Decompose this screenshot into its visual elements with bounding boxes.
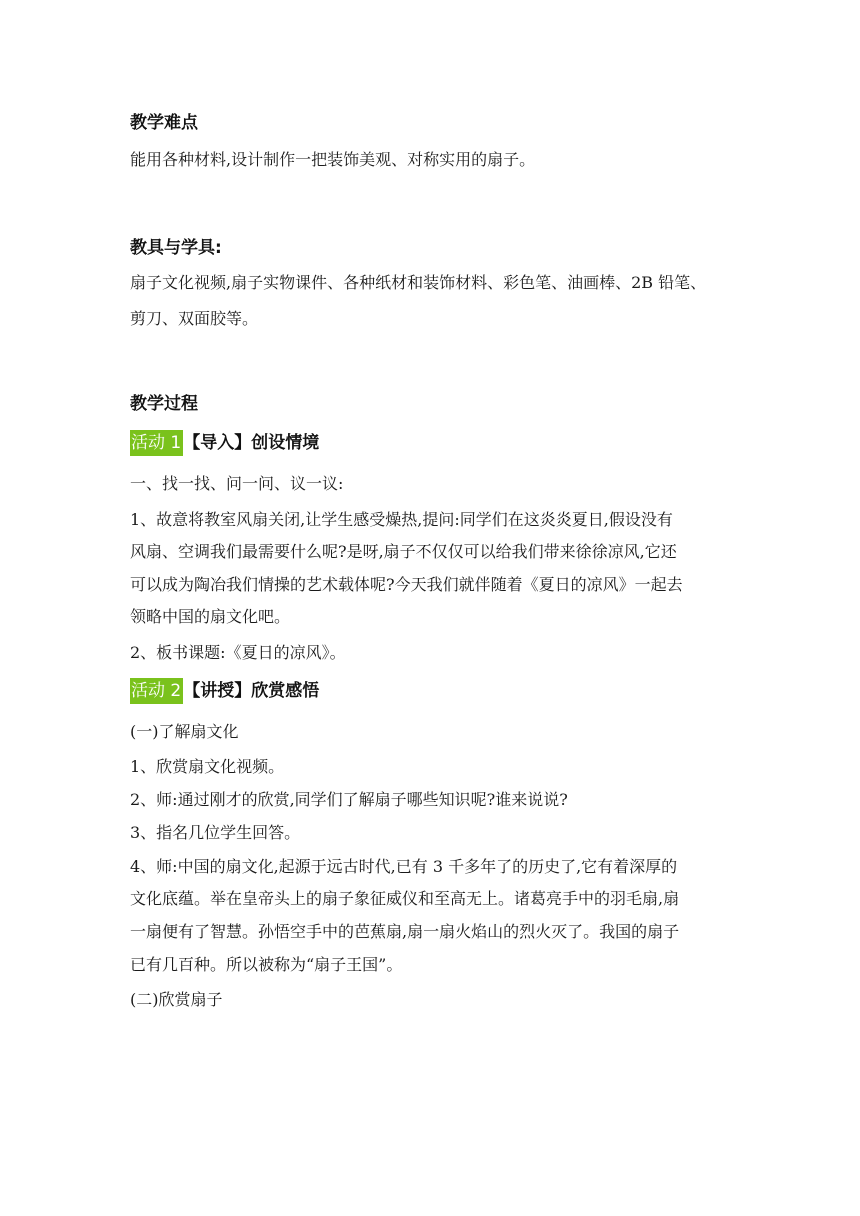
heading-tools: 教具与学具:: [130, 238, 222, 258]
activity-2-line: 一扇便有了智慧。孙悟空手中的芭蕉扇,扇一扇火焰山的烈火灭了。我国的扇子: [130, 922, 680, 941]
activity-2-line: 4、师:中国的扇文化,起源于远古时代,已有 3 千多年了的历史了,它有着深厚的: [130, 857, 678, 876]
activity-1-line: 风扇、空调我们最需要什么呢?是呀,扇子不仅仅可以给我们带来徐徐凉风,它还: [130, 542, 677, 561]
activity-2-line: 3、指名几位学生回答。: [130, 823, 301, 842]
activity-1-line: 领略中国的扇文化吧。: [130, 607, 291, 626]
activity-1-label: 【导入】创设情境: [183, 433, 320, 453]
activity-2-line: 2、师:通过刚才的欣赏,同学们了解扇子哪些知识呢?谁来说说?: [130, 790, 568, 809]
activity-1-line: 可以成为陶冶我们情操的艺术载体呢?今天我们就伴随着《夏日的凉风》一起去: [130, 575, 683, 594]
activity-2-line: 已有几百种。所以被称为“扇子王国”。: [130, 955, 403, 974]
activity-2-line: 1、欣赏扇文化视频。: [130, 757, 285, 776]
activity-2-line: 文化底蕴。举在皇帝头上的扇子象征威仪和至高无上。诸葛亮手中的羽毛扇,扇: [130, 889, 680, 908]
activity-2-label: 【讲授】欣赏感悟: [183, 681, 320, 701]
activity-1-line: 1、故意将教室风扇关闭,让学生感受燥热,提问:同学们在这炎炎夏日,假设没有: [130, 510, 673, 529]
activity-2-line: (二)欣赏扇子: [130, 990, 223, 1009]
activity-1-badge: 活动 1: [130, 430, 183, 456]
heading-teaching-difficulty: 教学难点: [130, 113, 198, 133]
tools-text-line-2: 剪刀、双面胶等。: [130, 309, 259, 328]
activity-1-line: 一、找一找、问一问、议一议:: [130, 474, 344, 493]
heading-teaching-process: 教学过程: [130, 394, 198, 414]
activity-2-line: (一)了解扇文化: [130, 722, 239, 741]
activity-1-title: [130, 430, 730, 456]
activity-2-title: [130, 678, 730, 704]
tools-text-line-1: 扇子文化视频,扇子实物课件、各种纸材和装饰材料、彩色笔、油画棒、2B 铅笔、: [130, 273, 707, 292]
activity-2-badge: 活动 2: [130, 678, 183, 704]
activity-1-line: 2、板书课题:《夏日的凉风》。: [130, 643, 346, 662]
difficulty-text: 能用各种材料,设计制作一把装饰美观、对称实用的扇子。: [130, 150, 536, 169]
